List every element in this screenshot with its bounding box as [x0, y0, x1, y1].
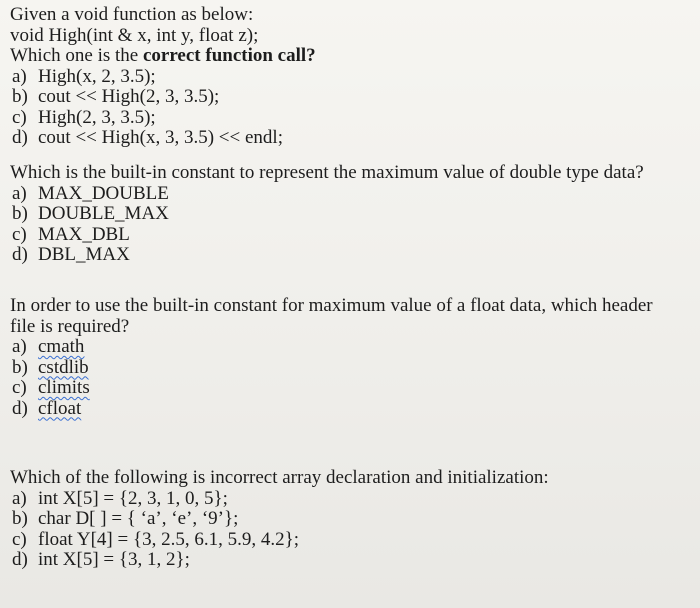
q2-option-a: [10, 184, 690, 205]
question-2: [10, 163, 690, 266]
q2-option-c: [10, 225, 690, 246]
q1-question-bold: correct function call?: [142, 45, 316, 66]
option-text: DBL_MAX: [38, 244, 130, 265]
option-letter: c): [12, 106, 27, 128]
q3-option-b: [10, 358, 690, 379]
q1-question: [10, 46, 690, 67]
option-letter: c): [12, 223, 27, 245]
option-letter: d): [12, 397, 28, 419]
option-letter: d): [12, 549, 28, 570]
option-text: cout << High(2, 3, 3.5);: [38, 86, 220, 107]
option-text: MAX_DOUBLE: [38, 182, 169, 204]
option-text: cout << High(x, 3, 3.5) << endl;: [38, 127, 283, 148]
option-letter: b): [12, 508, 28, 529]
option-letter: a): [12, 182, 27, 204]
question-3: [10, 296, 690, 419]
q3-option-a: [10, 337, 690, 358]
option-text: int X[5] = {3, 1, 2};: [38, 549, 190, 570]
option-letter: a): [12, 336, 27, 357]
option-text: cfloat: [38, 397, 82, 419]
q3-question-line-1: In order to use the built-in constant for maximum value of a float data, which header: [10, 295, 653, 316]
q4-option-c: [10, 530, 690, 551]
q2-option-d: [10, 245, 690, 266]
q1-option-c: [10, 108, 690, 129]
q1-question-prefix: Which one is the: [10, 45, 143, 66]
q4-option-b: [10, 509, 690, 530]
q4-question: Which of the following is incorrect array declaration and initialization:: [10, 467, 549, 488]
option-text: climits: [38, 377, 90, 398]
option-letter: a): [12, 487, 27, 509]
option-text: High(x, 2, 3.5);: [38, 65, 156, 87]
q4-option-d: [10, 550, 690, 571]
option-letter: b): [12, 356, 28, 378]
option-text: cstdlib: [38, 356, 89, 378]
q2-option-b: [10, 204, 690, 225]
q2-question: Which is the built-in constant to represent the maximum value of double type data?: [10, 162, 644, 183]
option-letter: d): [12, 244, 28, 265]
option-text: float Y[4] = {3, 2.5, 6.1, 5.9, 4.2};: [38, 528, 299, 550]
option-text: High(2, 3, 3.5);: [38, 106, 156, 128]
option-letter: c): [12, 377, 27, 398]
option-letter: a): [12, 65, 27, 87]
q3-option-d: [10, 399, 690, 420]
q4-option-a: [10, 489, 690, 510]
option-letter: b): [12, 86, 28, 107]
q1-option-b: [10, 87, 690, 108]
q3-question-line-2: file is required?: [10, 315, 130, 337]
option-letter: c): [12, 528, 27, 550]
question-1: [10, 5, 690, 149]
q3-option-c: [10, 378, 690, 399]
option-text: cmath: [38, 336, 85, 357]
question-4: [10, 468, 690, 571]
option-letter: b): [12, 203, 28, 224]
option-text: DOUBLE_MAX: [38, 203, 169, 224]
q1-option-d: [10, 128, 690, 149]
q1-option-a: [10, 67, 690, 88]
option-letter: d): [12, 127, 28, 148]
option-text: int X[5] = {2, 3, 1, 0, 5};: [38, 487, 228, 509]
q1-signature: void High(int & x, int y, float z);: [10, 24, 259, 46]
option-text: char D[ ] = { ‘a’, ‘e’, ‘9’};: [38, 508, 239, 529]
option-text: MAX_DBL: [38, 223, 130, 245]
q1-intro: Given a void function as below:: [10, 4, 254, 25]
